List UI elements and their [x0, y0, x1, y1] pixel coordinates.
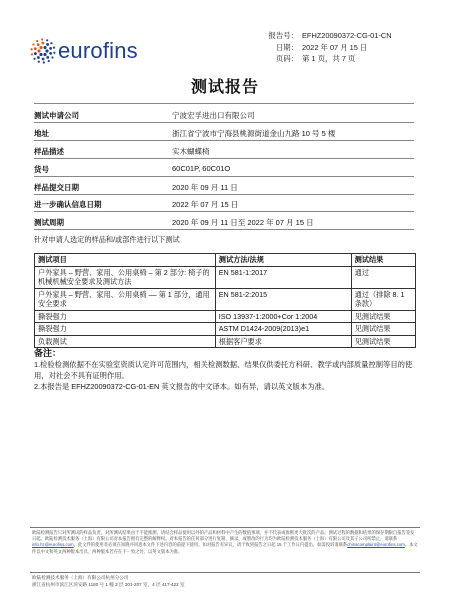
info-label: 测试申请公司 [34, 111, 79, 120]
info-value: 60C01P, 60C01O [172, 164, 231, 173]
page-title: 测试报告 [190, 79, 259, 96]
info-value: 2020 年 09 月 11 日 [172, 183, 238, 192]
logo-dot [43, 46, 46, 49]
eurofins-logo [30, 38, 180, 68]
column-header-result: 测试结果 [351, 254, 415, 267]
info-divider [34, 158, 414, 159]
info-value: 宁波宏孚进出口有限公司 [172, 111, 255, 120]
test-item-cell: 负载测试 [35, 335, 216, 348]
disclaimer-text: 。此文件的使用者必须在知晓并同意本文件下述内容的前提下使用。如对报告有异议，请于收到报告之日起 15 个工作日内提出，如需投诉请联系 [73, 542, 348, 548]
logo-wordmark: eurofins [58, 38, 138, 63]
column-header-test-item: 测试项目 [35, 254, 216, 267]
footer-disclaimer [32, 530, 418, 555]
logo-dot [49, 47, 52, 50]
page-number: 第 1 页，共 7 页 [302, 54, 356, 63]
info-value: 实木蝴蝶椅 [172, 147, 210, 156]
table-row [35, 310, 416, 323]
info-label: 测试周期 [34, 218, 64, 227]
logo-dot [46, 56, 49, 59]
info-label: 地址 [34, 129, 49, 138]
company-address: 浙江省杭州市滨江区滨安路 1180 号 1 幢 2 层 201-207 室，4 层 417-422 室 [32, 581, 185, 587]
table-row [35, 323, 416, 336]
logo-dot [50, 42, 52, 44]
logo-dot [53, 47, 55, 49]
report-meta [258, 30, 392, 65]
info-divider [34, 122, 414, 123]
logo-dot [32, 43, 34, 45]
table-header-row [35, 254, 416, 267]
logo-dot [49, 52, 52, 55]
logo-dot [36, 40, 38, 42]
remarks-title: 备注： [34, 348, 62, 358]
logo-dot [34, 47, 37, 50]
page-number-row [258, 53, 392, 65]
column-header-method: 测试方法/法规 [215, 254, 351, 267]
info-label: 样品提交日期 [34, 183, 79, 192]
method-cell: EN 581-1:2017 [215, 266, 351, 288]
test-item-cell: 撕裂强力 [35, 323, 216, 336]
report-number-row [258, 30, 392, 42]
disclaimer-text: 。本文件以中文和英文两种版本出具，两种版本若存在不一致之处，以英文版本为准。 [32, 542, 418, 554]
result-cell: 见测试结果 [351, 310, 415, 323]
method-cell: 根据客户要求 [215, 335, 351, 348]
test-results-table [34, 253, 416, 348]
logo-dot [39, 46, 42, 49]
test-item-cell: 撕裂强力 [35, 310, 216, 323]
remark-line: 2.本报告是 EFHZ20090372-CG-01-EN 英文报告的中文译本。如有异，请以英文版本为准。 [34, 382, 330, 391]
report-date-label: 日期： [275, 42, 298, 52]
method-cell: EN 581-2:2015 [215, 288, 351, 310]
logo-dot [45, 49, 48, 52]
result-cell: 通过 [351, 266, 415, 288]
logo-dot [42, 58, 45, 61]
method-cell: ISO 13937-1:2000+Cor 1:2004 [215, 310, 351, 323]
remark-line: 1.检验检测依据不在实验室资质认定许可范围内，相关检测数据、结果仅供委托方科研、教学或内部质量控制等目的使用，对社会不具有证明作用。 [34, 360, 413, 380]
footer-divider [30, 572, 420, 573]
test-item-cell: 户外家具 – 野营、家用、公用桌椅 –– 第 1 部分，通用安全要求 [35, 288, 216, 310]
page-number-label: 页码： [275, 54, 298, 63]
disclaimer-text: 欧陆检测报告只对所测试的样品负责，对所测试结果由于不能推测，请结合样品使用以外的产品和材料中产生的数值事项，并不代表或推断更大批次的产品。测试过程的数据和结果的保存期限自报告签发日起。欧陆检测技术服务（上海）有限公司对本报告拥有完整的解释权。对本报告的任何部分进行复制、摘录、或篡改的行为均为欧陆检测技术服务（上海）有限公司及其子公司所禁止，请联系 [32, 530, 415, 542]
logo-dot [41, 42, 44, 45]
logo-dot [31, 48, 33, 50]
logo-dot [53, 52, 55, 54]
result-cell: 见测试结果 [351, 335, 415, 348]
result-cell: 见测试结果 [351, 323, 415, 336]
tested-items-note: 针对申请人选定的样品和/或部件进行以下测试 [34, 235, 180, 244]
report-number-label: 报告号： [268, 31, 298, 40]
logo-dot [37, 43, 40, 46]
table-row [35, 335, 416, 348]
report-number: EFHZ20090372-CG-01-CN [302, 31, 392, 40]
logo-dot [43, 53, 46, 56]
test-item-cell: 户外家具 – 野营、家用、公用桌椅 – 第 2 部分: 椅子的机械机械安全要求及测试方法 [35, 266, 216, 288]
eurofins-dots-icon [30, 38, 56, 64]
logo-dot [37, 56, 40, 59]
report-date-row [258, 42, 392, 54]
info-value: 2020 年 09 月 11 日至 2022 年 07 月 15 日 [172, 218, 314, 227]
remarks [34, 359, 419, 392]
logo-dot [46, 43, 49, 46]
info-divider [34, 103, 414, 104]
info-divider [34, 229, 414, 230]
logo-dot [37, 49, 40, 52]
info-divider [34, 140, 414, 141]
logo-dot [39, 53, 42, 56]
logo-dot [48, 60, 50, 62]
footer-divider [30, 527, 420, 528]
info-value: 浙江省宁波市宁海县桃源街道金山九路 10 号 5 楼 [172, 129, 336, 138]
info-value: 2022 年 07 月 15 日 [172, 200, 239, 209]
info-divider [34, 211, 414, 212]
info-label: 货号 [34, 165, 49, 174]
logo-dot [41, 38, 43, 40]
logo-dot [33, 58, 35, 60]
info-divider [34, 176, 414, 177]
logo-dot [51, 56, 53, 58]
info-email-link[interactable]: info.hz@eurofins.com [32, 542, 74, 548]
info-label: 进一步确认信息日期 [34, 200, 102, 209]
info-label: 样品描述 [34, 147, 64, 156]
company-info [32, 575, 418, 589]
report-date: 2022 年 07 月 15 日 [302, 42, 368, 52]
info-divider [34, 194, 414, 195]
complaint-email-link[interactable]: chinacomplaint@eurofins.com [347, 542, 405, 548]
logo-dot [46, 39, 48, 41]
logo-dot [34, 52, 37, 55]
logo-dot [43, 61, 45, 63]
method-cell: ASTM D1424-2009(2013)e1 [215, 323, 351, 336]
company-name: 欧陆检测技术服务（上海）有限公司杭州分公司 [32, 575, 129, 580]
logo-dot [38, 61, 40, 63]
table-row [35, 266, 416, 288]
logo-dot [31, 53, 33, 55]
table-row [35, 288, 416, 310]
result-cell: 通过（排除 8. 1 条款） [351, 288, 415, 310]
